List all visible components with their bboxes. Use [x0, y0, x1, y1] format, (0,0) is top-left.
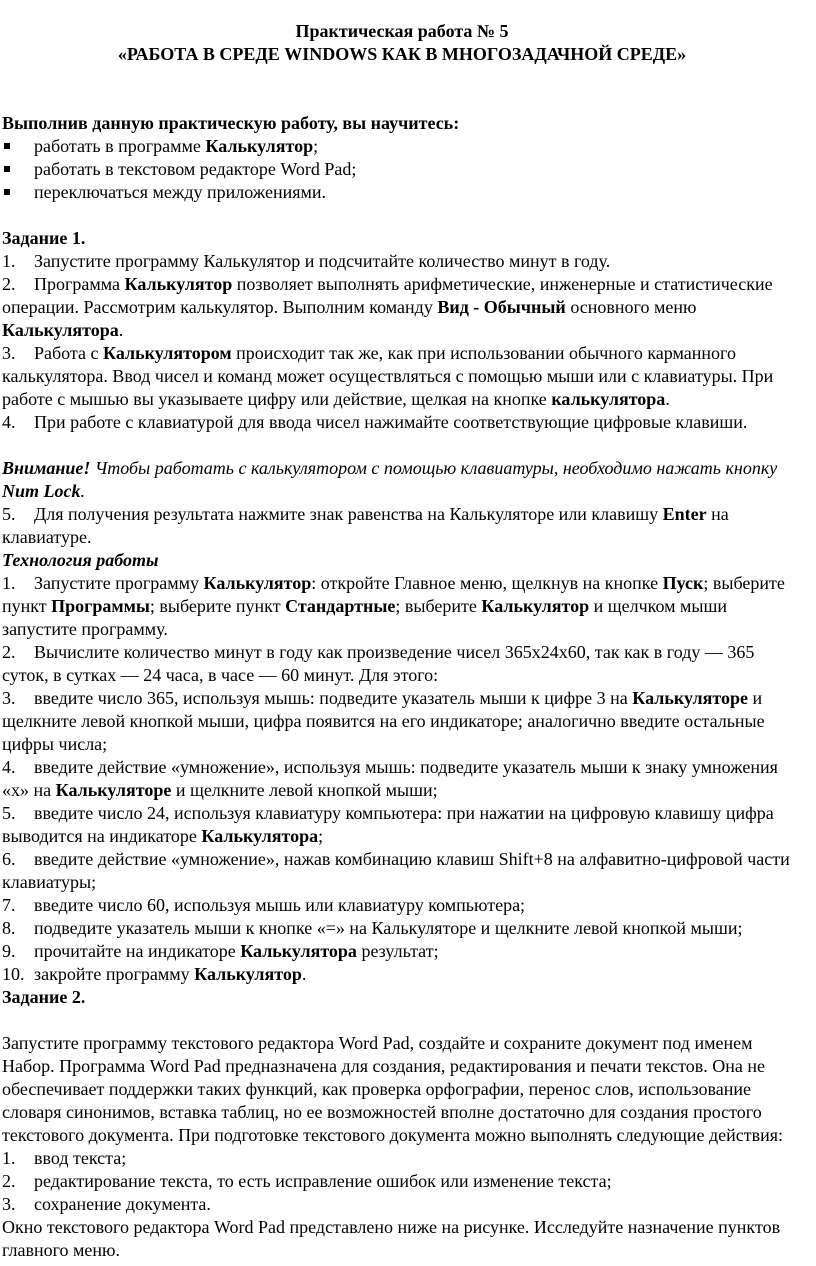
text-bold: Enter	[662, 504, 707, 524]
task1-note	[2, 457, 802, 503]
text: Для получения результата нажмите знак равенства на Калькуляторе или клавишу	[34, 504, 663, 524]
text-bold: Пуск	[662, 573, 704, 593]
text-bold: Калькулятор	[481, 596, 590, 616]
task1-item-5	[2, 503, 802, 549]
text: Запустите программу	[34, 573, 204, 593]
text: закройте программу	[34, 964, 195, 984]
text: : откройте Главное меню, щелкнув на кнопке	[311, 573, 663, 593]
intro-bullet-calculator	[2, 135, 802, 158]
task1-item-3	[2, 342, 802, 411]
technology-heading: Технология работы	[2, 550, 159, 570]
text: и щелчком мыши запустите программу.	[2, 596, 727, 639]
text: ;	[318, 826, 324, 846]
text: позволяет выполнять арифметические, инженерные и статистические операции. Рассмотрим калькулятор. Выполним команду	[2, 274, 773, 317]
item-number: 1.	[2, 251, 16, 271]
text: введите действие «умножение», нажав комбинацию клавиш Shift+8 на алфавитно-цифровой части клавиатуры;	[2, 849, 790, 892]
intro-bullet-switching: переключаться между приложениями.	[2, 181, 802, 204]
tech-step-3	[2, 687, 802, 756]
spacer	[2, 1009, 802, 1032]
text: работать в программе	[34, 136, 206, 156]
task1-item-4	[2, 411, 802, 434]
tech-step-1	[2, 572, 802, 641]
text: основного меню	[565, 297, 697, 317]
text-bold: Калькулятором	[103, 343, 232, 363]
item-number: 8.	[2, 918, 16, 938]
text-bold: Калькулятор	[194, 964, 302, 984]
text: подведите указатель мыши к кнопке «=» на Калькуляторе и щелкните левой кнопкой мыши;	[34, 918, 743, 938]
text: происходит так же, как при использовании обычного карманного калькулятора. Ввод чисел и команд может осуществляться с помощью мыши или с клавиатуры. При работе с мышью вы указываете цифру или действие, щелкая на кнопке	[2, 343, 774, 409]
text: .	[80, 481, 85, 501]
text: ; выберите	[395, 596, 482, 616]
item-number: 7.	[2, 895, 16, 915]
text-bold: Программы	[51, 596, 150, 616]
tech-step-4	[2, 756, 802, 802]
text-bold: Калькулятор	[124, 274, 233, 294]
item-number: 5.	[2, 504, 16, 524]
text-bold: Num Lock	[2, 481, 81, 501]
text: ;	[313, 136, 319, 156]
text: При работе с клавиатурой для ввода чисел нажимайте соответствующие цифровые клавиши.	[34, 412, 748, 432]
text-bold: Внимание!	[2, 458, 91, 478]
tech-step-9	[2, 940, 802, 963]
item-number: 3.	[2, 343, 16, 363]
text: введите число 60, используя мышь или клавиатуру компьютера;	[34, 895, 526, 915]
item-number: 3.	[2, 1194, 16, 1214]
tech-step-6	[2, 848, 802, 894]
item-number: 4.	[2, 757, 16, 777]
intro-bullet-list	[2, 135, 802, 204]
text: и щелкните левой кнопкой мыши;	[171, 780, 438, 800]
text: на клавиатуре.	[2, 504, 729, 547]
spacer	[2, 434, 802, 457]
item-number: 3.	[2, 688, 16, 708]
item-number: 4.	[2, 412, 16, 432]
task2-list-item-2	[2, 1170, 802, 1193]
tech-step-8	[2, 917, 802, 940]
text: введите число 365, используя мышь: подведите указатель мыши к цифре 3 на	[34, 688, 633, 708]
title-line-2: «РАБОТА В СРЕДЕ WINDOWS КАК В МНОГОЗАДАЧНОЙ СРЕДЕ»	[117, 44, 687, 64]
item-number: 5.	[2, 803, 16, 823]
task2-heading: Задание 2.	[2, 987, 86, 1007]
text: ввод текста;	[34, 1148, 127, 1168]
text: результат;	[356, 941, 439, 961]
text-bold: Вид - Обычный	[437, 297, 566, 317]
tech-step-5	[2, 802, 802, 848]
text-bold: калькулятора	[551, 389, 666, 409]
item-number: 2.	[2, 1171, 16, 1191]
text: Вычислите количество минут в году как произведение чисел 365х24х60, так как в году — 365 суток, в сутках — 24 часа, в часе — 60 минут. Для этого:	[2, 642, 755, 685]
tech-step-10	[2, 963, 802, 986]
text: Запустите программу Калькулятор и подсчитайте количество минут в году.	[34, 251, 611, 271]
text: введите число 24, используя клавиатуру компьютера: при нажатии на цифровую клавишу цифра выводится на индикаторе	[2, 803, 774, 846]
task2-closing: Окно текстового редактора Word Pad представлено ниже на рисунке. Исследуйте назначение пунктов главного меню.	[2, 1217, 781, 1260]
item-number: 9.	[2, 941, 16, 961]
text: Программа	[34, 274, 125, 294]
text: и щелкните левой кнопкой мыши, цифра появится на его индикаторе; аналогично введите остальные цифры числа;	[2, 688, 765, 754]
task2-list-item-3	[2, 1193, 802, 1216]
text: прочитайте на индикаторе	[34, 941, 241, 961]
text: .	[301, 964, 307, 984]
intro-bullet-wordpad: работать в текстовом редакторе Word Pad;	[2, 158, 802, 181]
text-bold: Калькуляторе	[632, 688, 748, 708]
task2-list-item-1	[2, 1147, 802, 1170]
text: Чтобы работать с калькулятором с помощью клавиатуры, необходимо нажать кнопку	[90, 458, 778, 478]
item-number: 2.	[2, 642, 16, 662]
text-bold: Калькулятор	[203, 573, 312, 593]
item-number: 1.	[2, 1148, 16, 1168]
task1-item-2	[2, 273, 802, 342]
text: сохранение документа.	[34, 1194, 211, 1214]
text: ; выберите пункт	[2, 573, 785, 616]
text-bold: Калькулятор	[205, 136, 314, 156]
task2-paragraph: Запустите программу текстового редактора Word Pad, создайте и сохраните документ под именем Набор. Программа Word Pad предназначена для создания, редактирования и печати текстов. Она не обеспечивает поддержки таких функций, как проверка орфографии, перенос слов, использование словаря синонимов, вставка таблиц, но ее возможностей вполне достаточно для создания простого текстового документа. При подготовке текстового документа можно выполнять следующие действия:	[2, 1033, 784, 1145]
text-bold: Калькулятора	[2, 320, 119, 340]
text-bold: Калькуляторе	[55, 780, 172, 800]
task1-item-1	[2, 250, 802, 273]
title-line-1: Практическая работа № 5	[295, 21, 509, 41]
task1-heading: Задание 1.	[2, 228, 86, 248]
text: ; выберите пункт	[149, 596, 286, 616]
text: .	[118, 320, 124, 340]
text: редактирование текста, то есть исправление ошибок или изменение текста;	[34, 1171, 612, 1191]
spacer	[2, 66, 802, 89]
text-bold: Стандартные	[285, 596, 396, 616]
item-number: 2.	[2, 274, 16, 294]
item-number: 6.	[2, 849, 16, 869]
text-bold: Калькулятора	[201, 826, 319, 846]
intro-heading: Выполнив данную практическую работу, вы научитесь:	[2, 113, 460, 133]
text-bold: Калькулятора	[240, 941, 357, 961]
tech-step-7	[2, 894, 802, 917]
spacer	[2, 204, 802, 227]
spacer	[2, 89, 802, 112]
text: Работа с	[34, 343, 103, 363]
text: введите действие «умножение», используя мышь: подведите указатель мыши к знаку умножения «х» на	[2, 757, 778, 800]
tech-step-2	[2, 641, 802, 687]
text: .	[665, 389, 670, 409]
item-number: 1.	[2, 573, 16, 593]
item-number: 10.	[2, 964, 25, 984]
